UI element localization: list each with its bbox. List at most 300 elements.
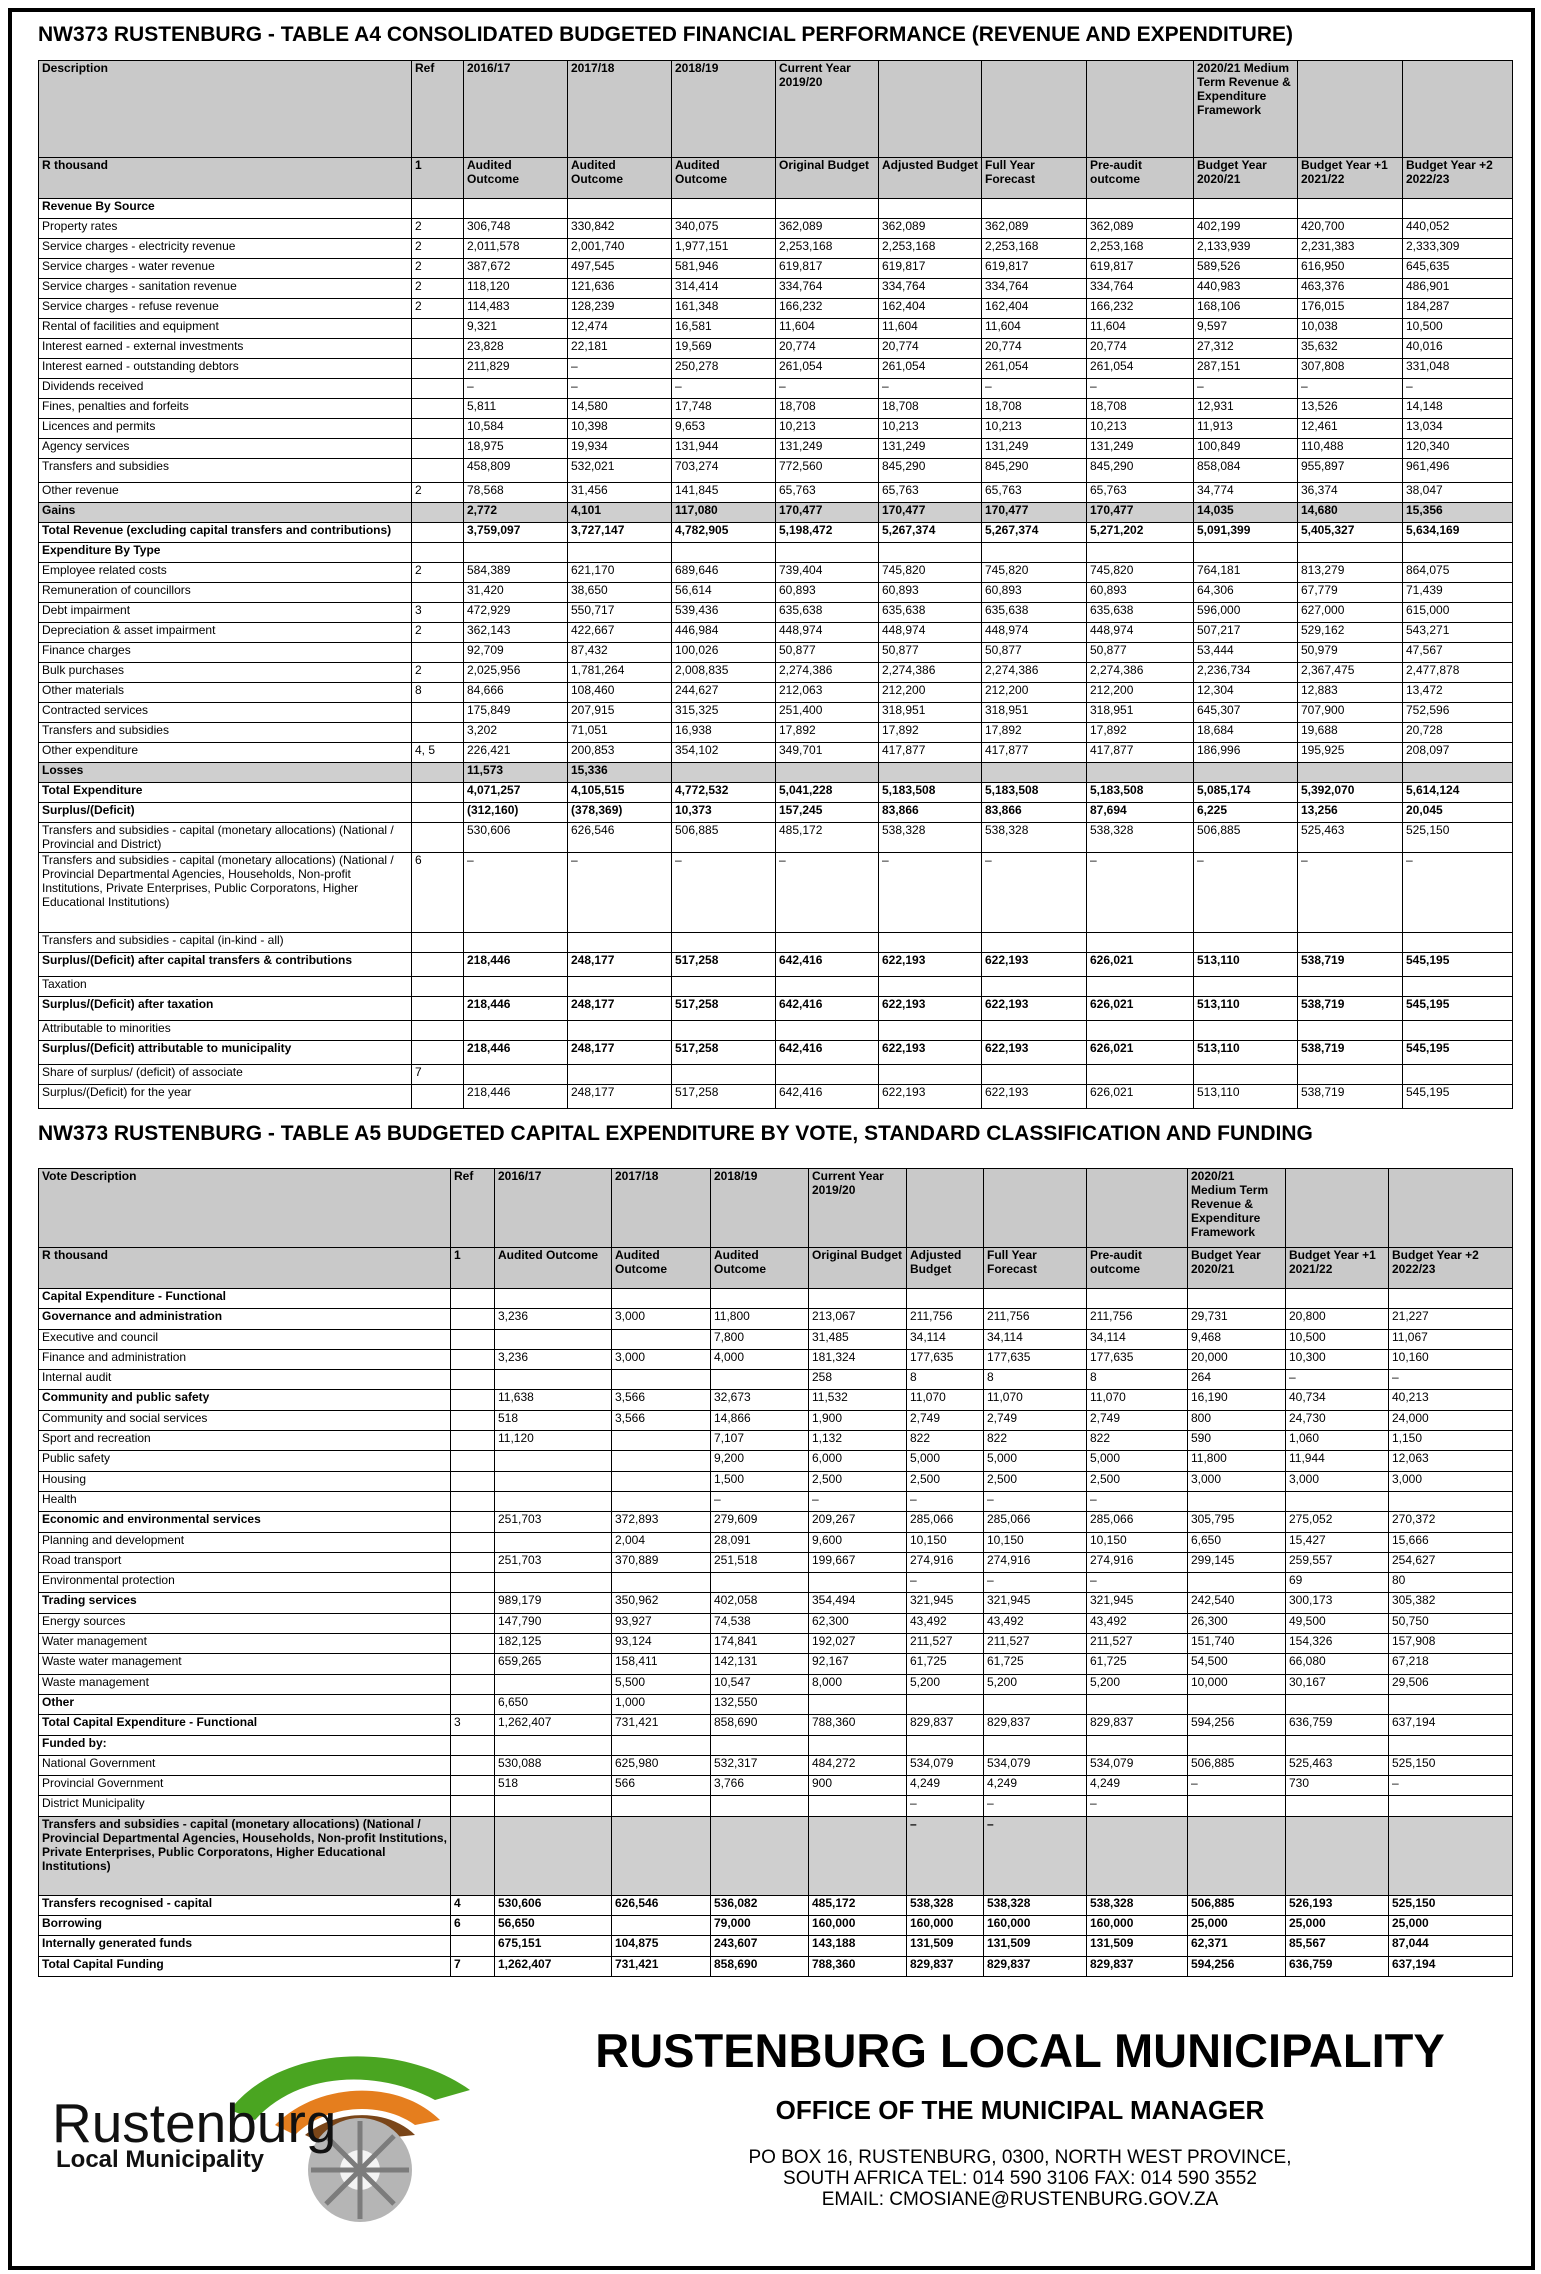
value-cell: 50,877 [982,643,1087,663]
value-cell: 108,460 [568,683,672,703]
value-cell: 534,079 [907,1755,984,1775]
value-cell: 506,885 [1188,1755,1286,1775]
value-cell: 177,635 [1087,1349,1188,1369]
row-label: Dividends received [39,379,412,399]
value-cell: 25,000 [1188,1916,1286,1936]
row-label: National Government [39,1755,451,1775]
value-cell: 19,688 [1298,723,1403,743]
value-cell: 60,893 [776,583,879,603]
value-cell: 34,114 [1087,1329,1188,1349]
value-cell: 34,774 [1194,483,1298,503]
value-cell: 243,607 [711,1936,809,1956]
logo-wordmark: Rustenburg [52,2092,337,2154]
ref-cell [412,783,464,803]
value-cell: 2,004 [612,1532,711,1552]
ref-cell [451,1471,495,1491]
row-label: Health [39,1491,451,1511]
ref-cell [451,1451,495,1471]
value-cell: 845,290 [1087,459,1194,483]
value-cell: 18,708 [1087,399,1194,419]
value-cell: 1,500 [711,1471,809,1491]
value-cell: 5,405,327 [1298,523,1403,543]
value-cell: 168,106 [1194,299,1298,319]
value-cell: 19,569 [672,339,776,359]
value-cell: 65,763 [879,483,982,503]
row-label: Surplus/(Deficit) after taxation [39,997,412,1021]
value-cell: 11,604 [879,319,982,339]
value-cell: 2,253,168 [879,239,982,259]
value-cell [1087,1694,1188,1714]
value-cell: 349,701 [776,743,879,763]
value-cell [1194,199,1298,219]
value-cell: 1,977,151 [672,239,776,259]
value-cell [464,543,568,563]
value-cell: 829,837 [1087,1715,1188,1735]
value-cell: Budget Year +1 2021/22 [1286,1248,1389,1289]
address-line-1: PO BOX 16, RUSTENBURG, 0300, NORTH WEST PROVINCE, [748,2147,1292,2168]
value-cell: 131,509 [907,1936,984,1956]
ref-cell: 4, 5 [412,743,464,763]
value-cell: 513,110 [1194,997,1298,1021]
value-cell: 274,916 [984,1552,1087,1572]
value-cell: 350,962 [612,1593,711,1613]
value-cell: 626,021 [1087,953,1194,977]
value-cell: 19,934 [568,439,672,459]
value-cell [1389,1796,1513,1816]
value-cell: 458,809 [464,459,568,483]
value-cell: 594,256 [1188,1956,1286,1976]
value-cell: 258 [809,1370,907,1390]
value-cell [776,199,879,219]
value-cell: 162,404 [879,299,982,319]
value-cell: 213,067 [809,1309,907,1329]
value-cell [672,977,776,997]
value-cell: 845,290 [982,459,1087,483]
table-row [39,1956,1513,1976]
value-cell [1298,1065,1403,1085]
value-cell [907,1169,984,1248]
value-cell: 10,500 [1403,319,1513,339]
value-cell: 3,000 [1286,1471,1389,1491]
value-cell: Full Year Forecast [982,158,1087,199]
value-cell [711,1573,809,1593]
value-cell: 56,614 [672,583,776,603]
value-cell: – [1087,1491,1188,1511]
row-label: Transfers and subsidies [39,723,412,743]
ref-cell [412,199,464,219]
value-cell: 626,021 [1087,1041,1194,1065]
value-cell [612,1491,711,1511]
value-cell: – [568,359,672,379]
value-cell [612,1916,711,1936]
value-cell: 525,463 [1286,1755,1389,1775]
value-cell: 10,000 [1188,1674,1286,1694]
value-cell [1188,1573,1286,1593]
value-cell [982,543,1087,563]
row-label: Revenue By Source [39,199,412,219]
row-label: Finance charges [39,643,412,663]
row-label: Total Capital Expenditure - Functional [39,1715,451,1735]
value-cell: 13,526 [1298,399,1403,419]
ref-cell [412,419,464,439]
value-cell: 160,000 [1087,1916,1188,1936]
value-cell: 13,256 [1298,803,1403,823]
row-label: Taxation [39,977,412,997]
value-cell: 200,853 [568,743,672,763]
value-cell [984,1735,1087,1755]
value-cell [1188,1694,1286,1714]
value-cell: 2,500 [809,1471,907,1491]
value-cell: 67,779 [1298,583,1403,603]
value-cell: 448,974 [879,623,982,643]
table-row [39,1289,1513,1309]
ref-cell [412,763,464,783]
value-cell: 362,089 [776,219,879,239]
value-cell: 2018/19 [672,61,776,158]
value-cell [612,1289,711,1309]
value-cell: 3,000 [1389,1471,1513,1491]
value-cell: 170,477 [879,503,982,523]
value-cell: 11,067 [1389,1329,1513,1349]
table-row [39,583,1513,603]
value-cell: – [984,1573,1087,1593]
value-cell: 15,666 [1389,1532,1513,1552]
value-cell: 622,193 [879,953,982,977]
value-cell: 3,727,147 [568,523,672,543]
value-cell: 543,271 [1403,623,1513,643]
value-cell: 10,398 [568,419,672,439]
value-cell: 518 [495,1776,612,1796]
value-cell: 4,249 [1087,1776,1188,1796]
value-cell: 538,719 [1298,1085,1403,1109]
value-cell: 764,181 [1194,563,1298,583]
value-cell [1194,977,1298,997]
row-label: Other [39,1694,451,1714]
value-cell: 16,938 [672,723,776,743]
value-cell: 334,764 [879,279,982,299]
row-label: Vote Description [39,1169,451,1248]
value-cell: 87,694 [1087,803,1194,823]
value-cell: 517,258 [672,1041,776,1065]
ref-cell [412,459,464,483]
value-cell: – [1087,379,1194,399]
table-row [39,1816,1513,1895]
value-cell: 305,382 [1389,1593,1513,1613]
value-cell [612,1735,711,1755]
value-cell: 10,584 [464,419,568,439]
value-cell: 54,500 [1188,1654,1286,1674]
table-row [39,1634,1513,1654]
value-cell: 829,837 [1087,1956,1188,1976]
value-cell [1286,1289,1389,1309]
ref-cell [451,1491,495,1511]
value-cell: 83,866 [982,803,1087,823]
ref-cell [451,1329,495,1349]
contact-address [540,2147,1500,2210]
value-cell: 635,638 [776,603,879,623]
value-cell: 38,047 [1403,483,1513,503]
ref-cell [451,1735,495,1755]
value-cell: 131,944 [672,439,776,459]
table-row [39,1674,1513,1694]
value-cell: 211,829 [464,359,568,379]
value-cell: 2,477,878 [1403,663,1513,683]
value-cell [568,1065,672,1085]
value-cell [495,1532,612,1552]
value-cell: 9,597 [1194,319,1298,339]
row-label: Expenditure By Type [39,543,412,563]
table-row [39,803,1513,823]
row-label: Share of surplus/ (deficit) of associate [39,1065,412,1085]
value-cell: 67,218 [1389,1654,1513,1674]
value-cell [1087,1021,1194,1041]
ref-cell [451,1552,495,1572]
value-cell: (378,369) [568,803,672,823]
value-cell: 177,635 [907,1349,984,1369]
value-cell: 60,893 [879,583,982,603]
value-cell: – [1194,379,1298,399]
municipality-title: RUSTENBURG LOCAL MUNICIPALITY [595,2024,1445,2077]
value-cell: 40,213 [1389,1390,1513,1410]
value-cell: 211,756 [984,1309,1087,1329]
row-label: Rental of facilities and equipment [39,319,412,339]
value-cell: 2,253,168 [982,239,1087,259]
row-label: Attributable to minorities [39,1021,412,1041]
value-cell: 334,764 [1087,279,1194,299]
value-cell: 619,817 [1087,259,1194,279]
value-cell: 11,573 [464,763,568,783]
table-row [39,1021,1513,1041]
value-cell: – [1286,1370,1389,1390]
value-cell [495,1735,612,1755]
value-cell: 581,946 [672,259,776,279]
value-cell: Audited Outcome [568,158,672,199]
value-cell: 131,249 [982,439,1087,459]
ref-cell [412,439,464,459]
table-row [39,279,1513,299]
value-cell: 10,213 [982,419,1087,439]
value-cell: 10,373 [672,803,776,823]
value-cell: 362,143 [464,623,568,643]
value-cell: 545,195 [1403,1041,1513,1065]
value-cell: 5,271,202 [1087,523,1194,543]
value-cell [982,61,1087,158]
value-cell: 40,734 [1286,1390,1389,1410]
row-label: R thousand [39,158,412,199]
value-cell: 142,131 [711,1654,809,1674]
value-cell: 5,183,508 [982,783,1087,803]
value-cell: 584,389 [464,563,568,583]
value-cell: 157,245 [776,803,879,823]
value-cell: 315,325 [672,703,776,723]
value-cell: 420,700 [1298,219,1403,239]
value-cell: 20,000 [1188,1349,1286,1369]
ref-cell [451,1573,495,1593]
value-cell: 845,290 [879,459,982,483]
value-cell: 26,300 [1188,1613,1286,1633]
value-cell [1188,1289,1286,1309]
table-row [39,563,1513,583]
value-cell: 5,200 [1087,1674,1188,1694]
value-cell: 2,500 [907,1471,984,1491]
value-cell: 370,889 [612,1552,711,1572]
value-cell [1194,933,1298,953]
value-cell: 211,527 [907,1634,984,1654]
table-row [39,783,1513,803]
value-cell [776,977,879,997]
value-cell: 645,307 [1194,703,1298,723]
value-cell: – [982,853,1087,933]
ref-cell [412,977,464,997]
value-cell: 248,177 [568,953,672,977]
value-cell: 2,001,740 [568,239,672,259]
value-cell [711,1796,809,1816]
value-cell: (312,160) [464,803,568,823]
value-cell: 5,392,070 [1298,783,1403,803]
value-cell [1403,199,1513,219]
value-cell [982,933,1087,953]
value-cell: 275,052 [1286,1512,1389,1532]
ref-cell [412,953,464,977]
value-cell [464,1065,568,1085]
row-label: Other expenditure [39,743,412,763]
value-cell [612,1471,711,1491]
value-cell: 675,151 [495,1936,612,1956]
row-label: Water management [39,1634,451,1654]
value-cell: 4,772,532 [672,783,776,803]
row-label: Service charges - water revenue [39,259,412,279]
value-cell: 372,893 [612,1512,711,1532]
ref-cell [451,1936,495,1956]
value-cell [809,1573,907,1593]
ref-cell [451,1410,495,1430]
value-cell: 212,063 [776,683,879,703]
value-cell [776,763,879,783]
row-label: Debt impairment [39,603,412,623]
value-cell: 92,167 [809,1654,907,1674]
value-cell: 65,763 [776,483,879,503]
value-cell: 330,842 [568,219,672,239]
value-cell: 2,500 [1087,1471,1188,1491]
value-cell [1286,1694,1389,1714]
value-cell [711,1735,809,1755]
ref-cell [412,803,464,823]
value-cell: – [1389,1370,1513,1390]
value-cell: 703,274 [672,459,776,483]
table-row [39,1715,1513,1735]
value-cell: 285,066 [984,1512,1087,1532]
value-cell: 6,650 [1188,1532,1286,1552]
value-cell: 417,877 [879,743,982,763]
value-cell: 69 [1286,1573,1389,1593]
value-cell: 10,150 [1087,1532,1188,1552]
value-cell: 5,267,374 [879,523,982,543]
value-cell: 11,913 [1194,419,1298,439]
value-cell: 114,483 [464,299,568,319]
table-row [39,219,1513,239]
value-cell: 3,236 [495,1309,612,1329]
value-cell [1286,1735,1389,1755]
value-cell: 526,193 [1286,1895,1389,1915]
value-cell: Pre-audit outcome [1087,158,1194,199]
value-cell: 318,951 [879,703,982,723]
value-cell: 525,150 [1389,1895,1513,1915]
value-cell: 318,951 [1087,703,1194,723]
value-cell: 261,054 [982,359,1087,379]
value-cell: 274,916 [1087,1552,1188,1572]
value-cell [982,199,1087,219]
table-row [39,483,1513,503]
row-label: Community and social services [39,1410,451,1430]
value-cell [495,1674,612,1694]
ref-cell [451,1532,495,1552]
value-cell: 11,532 [809,1390,907,1410]
value-cell: 3,000 [1188,1471,1286,1491]
table-row [39,1390,1513,1410]
value-cell: 93,927 [612,1613,711,1633]
value-cell [1389,1694,1513,1714]
value-cell [1087,199,1194,219]
value-cell: 5,183,508 [1087,783,1194,803]
ref-cell [412,503,464,523]
value-cell: 5,183,508 [879,783,982,803]
value-cell: 321,945 [907,1593,984,1613]
ref-cell [451,1674,495,1694]
value-cell: 12,461 [1298,419,1403,439]
row-label: Surplus/(Deficit) attributable to municipality [39,1041,412,1065]
row-label: Surplus/(Deficit) after capital transfers & contributions [39,953,412,977]
value-cell: 637,194 [1389,1715,1513,1735]
table-row [39,1041,1513,1065]
value-cell: 10,150 [907,1532,984,1552]
value-cell: 2016/17 [464,61,568,158]
value-cell: 5,000 [907,1451,984,1471]
value-cell [1403,543,1513,563]
value-cell: 517,258 [672,997,776,1021]
value-cell: 20,774 [879,339,982,359]
value-cell: 354,102 [672,743,776,763]
value-cell: – [1087,1796,1188,1816]
value-cell: 20,728 [1403,723,1513,743]
value-cell: 24,000 [1389,1410,1513,1430]
value-cell [879,61,982,158]
value-cell: 517,258 [672,1085,776,1109]
value-cell: – [1188,1776,1286,1796]
value-cell: 517,258 [672,953,776,977]
value-cell: 448,974 [776,623,879,643]
value-cell [879,1065,982,1085]
value-cell: 212,200 [1087,683,1194,703]
value-cell: 472,929 [464,603,568,623]
row-label: Depreciation & asset impairment [39,623,412,643]
value-cell [879,933,982,953]
value-cell [1188,1796,1286,1816]
value-cell [982,977,1087,997]
value-cell: 12,063 [1389,1451,1513,1471]
row-label: Road transport [39,1552,451,1572]
value-cell: Pre-audit outcome [1087,1248,1188,1289]
value-cell: 525,150 [1403,823,1513,853]
value-cell: 5,811 [464,399,568,419]
table-row [39,1309,1513,1329]
value-cell: 50,750 [1389,1613,1513,1633]
value-cell: Budget Year +1 2021/22 [1298,158,1403,199]
ref-cell: 6 [451,1916,495,1936]
table-row [39,1085,1513,1109]
value-cell: 261,054 [879,359,982,379]
value-cell: 525,463 [1298,823,1403,853]
value-cell: 251,400 [776,703,879,723]
